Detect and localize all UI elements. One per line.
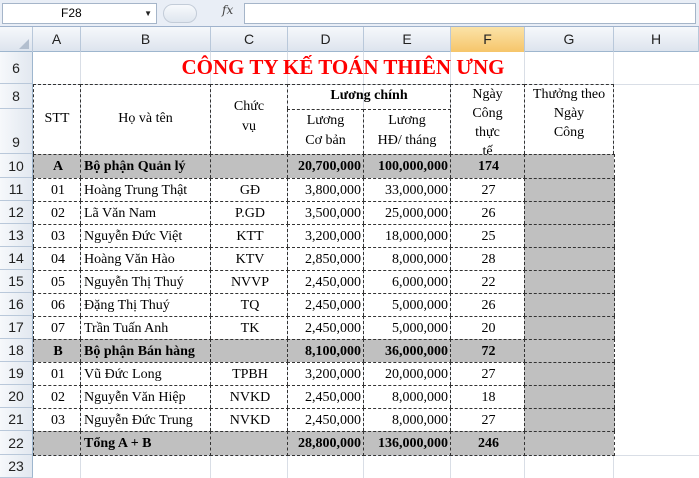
header-position-line1: Chức — [233, 99, 265, 114]
cell-stt-text: 02 — [51, 206, 65, 221]
cell-contract-text: 8,000,000 — [392, 390, 448, 405]
row-header-11[interactable]: 11 — [0, 178, 33, 201]
cell-name[interactable] — [80, 316, 212, 339]
cell-contract[interactable] — [363, 178, 452, 201]
cell-pos-text: TK — [240, 321, 260, 336]
cell-stt-text: 05 — [51, 275, 65, 290]
cell-base[interactable] — [287, 270, 365, 293]
cell-base[interactable] — [287, 431, 365, 456]
cell-base-text: 2,450,000 — [305, 390, 361, 405]
cell-name-text: Nguyễn Thị Thuý — [84, 275, 184, 290]
select-all-corner[interactable] — [0, 27, 33, 52]
cell-days-text: 26 — [481, 298, 496, 313]
cell-bonus[interactable] — [524, 362, 615, 385]
cell-days-text: 174 — [478, 159, 499, 174]
table-row — [33, 362, 614, 385]
cell-stt[interactable] — [33, 362, 82, 385]
cell-stt[interactable] — [33, 316, 82, 339]
table-row — [33, 224, 614, 247]
cell-base-text: 3,200,000 — [305, 229, 361, 244]
cell-base[interactable] — [287, 293, 365, 316]
cell-days-text: 27 — [481, 367, 496, 382]
cell-name-text: Lã Văn Nam — [84, 206, 157, 221]
cell-pos[interactable] — [210, 154, 289, 178]
table-group-row — [33, 431, 614, 455]
cell-pos-text: NVKD — [229, 413, 271, 428]
cell-stt[interactable] — [33, 385, 82, 408]
cell-contract[interactable] — [363, 408, 452, 431]
cell-name-text: Đặng Thị Thuý — [84, 298, 170, 313]
worksheet-grid[interactable] — [33, 52, 699, 478]
cell-base[interactable] — [287, 408, 365, 431]
cell-days[interactable] — [450, 201, 526, 224]
cell-name-text: Bộ phận Quản lý — [84, 159, 186, 174]
cell-pos-text: KTV — [235, 252, 265, 267]
name-box[interactable] — [2, 3, 157, 24]
cell-contract-text: 25,000,000 — [385, 206, 448, 221]
cell-stt[interactable] — [33, 293, 82, 316]
cell-days[interactable] — [450, 362, 526, 385]
cell-name[interactable] — [80, 201, 212, 224]
header-stt: STT — [44, 111, 70, 126]
table-row — [33, 178, 614, 201]
row-header-6[interactable]: 6 — [0, 52, 33, 84]
cell-pos[interactable] — [210, 316, 289, 339]
column-header-h[interactable]: H — [614, 27, 699, 52]
column-header-g[interactable]: G — [525, 27, 614, 52]
table-row — [33, 201, 614, 224]
cell-contract-text: 36,000,000 — [385, 344, 448, 359]
cell-base[interactable] — [287, 385, 365, 408]
cell-name-text: Trần Tuấn Anh — [84, 321, 169, 336]
cell-name[interactable] — [80, 293, 212, 316]
row-header-21[interactable]: 21 — [0, 408, 33, 431]
salary-table — [33, 84, 614, 455]
cell-pos[interactable] — [210, 178, 289, 201]
cell-days[interactable] — [450, 224, 526, 247]
cell-days-text: 28 — [481, 252, 496, 267]
row-header-19[interactable]: 19 — [0, 362, 33, 385]
cell-name-text: Bộ phận Bán hàng — [84, 344, 195, 359]
cell-contract[interactable] — [363, 385, 452, 408]
name-box-value: F28 — [61, 6, 82, 20]
cell-stt[interactable] — [33, 154, 82, 178]
cell-bonus[interactable] — [524, 178, 615, 201]
cell-base-text: 8,100,000 — [305, 344, 361, 359]
cell-base-text: 2,450,000 — [305, 298, 361, 313]
cell-base-text: 3,500,000 — [305, 206, 361, 221]
cell-contract-text: 18,000,000 — [385, 229, 448, 244]
cell-base[interactable] — [287, 201, 365, 224]
cell-stt-text: 06 — [51, 298, 65, 313]
cell-contract[interactable] — [363, 293, 452, 316]
cell-contract-text: 20,000,000 — [385, 367, 448, 382]
cell-stt-text: 01 — [51, 183, 65, 198]
cell-contract-text: 100,000,000 — [378, 159, 448, 174]
cell-contract[interactable] — [363, 339, 452, 362]
cell-base[interactable] — [287, 247, 365, 270]
table-group-row — [33, 339, 614, 362]
cell-contract-text: 8,000,000 — [392, 252, 448, 267]
cell-days-text: 72 — [481, 344, 496, 359]
cell-name[interactable] — [80, 408, 212, 431]
cell-contract-text: 33,000,000 — [385, 183, 448, 198]
header-days-line3: thực — [475, 125, 500, 140]
column-header — [0, 27, 699, 52]
row-header-22[interactable]: 22 — [0, 431, 33, 455]
cell-stt-text: 03 — [51, 229, 65, 244]
row-header-13[interactable]: 13 — [0, 224, 33, 247]
cell-bonus[interactable] — [524, 224, 615, 247]
cell-base[interactable] — [287, 178, 365, 201]
cell-stt-text: 02 — [51, 390, 65, 405]
header-days-line4: tế — [482, 144, 493, 154]
cell-base-text: 3,200,000 — [305, 367, 361, 382]
table-group-row — [33, 154, 614, 178]
cell-name-text: Nguyễn Đức Việt — [84, 229, 183, 244]
cell-base-text: 3,800,000 — [305, 183, 361, 198]
cell-name-text: Vũ Đức Long — [84, 367, 162, 382]
cell-name[interactable] — [80, 431, 212, 456]
cell-base[interactable] — [287, 362, 365, 385]
row-header-8[interactable]: 8 — [0, 84, 33, 109]
row-header-10[interactable]: 10 — [0, 154, 33, 178]
cell-bonus[interactable] — [524, 385, 615, 408]
cell-pos[interactable] — [210, 293, 289, 316]
formula-expand-handle[interactable] — [163, 4, 197, 23]
cell-pos-text: KTT — [236, 229, 264, 244]
row-header-9[interactable]: 9 — [0, 109, 33, 154]
header-contract-line1: Lương — [388, 113, 426, 128]
cell-name[interactable] — [80, 362, 212, 385]
cell-contract[interactable] — [363, 154, 452, 178]
cell-stt-text: A — [52, 159, 64, 174]
column-header-f[interactable]: F — [451, 27, 525, 52]
cell-contract-text: 5,000,000 — [392, 321, 448, 336]
cell-days-text: 20 — [481, 321, 496, 336]
cell-bonus[interactable] — [524, 154, 615, 178]
cell-name-text: Tổng A + B — [84, 436, 152, 451]
cell-contract-text: 6,000,000 — [392, 275, 448, 290]
cell-pos-text: TQ — [240, 298, 260, 313]
cell-contract[interactable] — [363, 201, 452, 224]
cell-pos[interactable] — [210, 408, 289, 431]
header-salary-group: Lương chính — [330, 88, 408, 103]
cell-days-text: 25 — [481, 229, 496, 244]
cell-bonus[interactable] — [524, 247, 615, 270]
cell-contract[interactable] — [363, 316, 452, 339]
cell-bonus[interactable] — [524, 270, 615, 293]
cell-base[interactable] — [287, 224, 365, 247]
cell-stt[interactable] — [33, 178, 82, 201]
row-header-17[interactable]: 17 — [0, 316, 33, 339]
cell-pos-text: NVKD — [229, 390, 271, 405]
header-position-line2: vụ — [242, 119, 256, 134]
cell-stt-text: B — [53, 344, 63, 359]
cell-days-text: 22 — [481, 275, 496, 290]
header-bonus-line2: Ngày — [553, 106, 585, 121]
data-rows — [33, 154, 614, 455]
cell-pos[interactable] — [210, 339, 289, 362]
cell-pos[interactable] — [210, 224, 289, 247]
cell-name[interactable] — [80, 247, 212, 270]
header-name: Họ và tên — [118, 111, 173, 126]
cell-days-text: 246 — [478, 436, 499, 451]
table-row — [33, 293, 614, 316]
chevron-down-icon[interactable]: ▼ — [144, 9, 152, 18]
formula-bar — [0, 0, 699, 27]
row-header-15[interactable]: 15 — [0, 270, 33, 293]
cell-bonus[interactable] — [524, 339, 615, 362]
cell-contract-text: 8,000,000 — [392, 413, 448, 428]
cell-stt-text: 03 — [51, 413, 65, 428]
cell-base[interactable] — [287, 339, 365, 362]
table-row — [33, 408, 614, 431]
cell-days[interactable] — [450, 154, 526, 178]
cell-pos-text: TPBH — [232, 367, 268, 382]
cell-days-text: 27 — [481, 183, 496, 198]
cell-stt[interactable] — [33, 201, 82, 224]
table-row — [33, 385, 614, 408]
cell-days-text: 18 — [481, 390, 496, 405]
cell-bonus[interactable] — [524, 431, 615, 456]
cell-days[interactable] — [450, 339, 526, 362]
formula-input[interactable] — [244, 3, 696, 24]
cell-days-text: 27 — [481, 413, 496, 428]
cell-base-text: 28,800,000 — [298, 436, 361, 451]
column-header-a[interactable]: A — [33, 27, 81, 52]
column-header-d[interactable]: D — [288, 27, 364, 52]
header-base-line2: Cơ bản — [305, 133, 346, 148]
cell-stt[interactable] — [33, 224, 82, 247]
fx-icon[interactable]: fx — [222, 3, 234, 17]
cell-contract[interactable] — [363, 431, 452, 456]
cell-pos[interactable] — [210, 201, 289, 224]
row-header-20[interactable]: 20 — [0, 385, 33, 408]
cell-days-text: 26 — [481, 206, 496, 221]
cell-pos[interactable] — [210, 247, 289, 270]
cell-contract[interactable] — [363, 224, 452, 247]
cell-base-text: 2,450,000 — [305, 413, 361, 428]
cell-base-text: 2,450,000 — [305, 275, 361, 290]
table-row — [33, 316, 614, 339]
cell-bonus[interactable] — [524, 293, 615, 316]
cell-days[interactable] — [450, 316, 526, 339]
cell-contract[interactable] — [363, 270, 452, 293]
cell-pos[interactable] — [210, 362, 289, 385]
cell-name-text: Hoàng Văn Hào — [84, 252, 175, 267]
cell-name[interactable] — [80, 178, 212, 201]
cell-contract[interactable] — [363, 362, 452, 385]
row-header-18[interactable]: 18 — [0, 339, 33, 362]
table-row — [33, 247, 614, 270]
row-header-23[interactable]: 23 — [0, 455, 33, 478]
cell-contract-text: 136,000,000 — [378, 436, 448, 451]
column-header-b[interactable]: B — [81, 27, 211, 52]
cell-name-text: Nguyễn Đức Trung — [84, 413, 193, 428]
cell-base-text: 2,450,000 — [305, 321, 361, 336]
cell-stt[interactable] — [33, 247, 82, 270]
cell-days[interactable] — [450, 247, 526, 270]
cell-pos-text: P.GD — [235, 206, 265, 221]
cell-stt-text: 01 — [51, 367, 65, 382]
row-header-16[interactable]: 16 — [0, 293, 33, 316]
cell-base-text: 20,700,000 — [298, 159, 361, 174]
company-title: CÔNG TY KẾ TOÁN THIÊN ƯNG — [181, 55, 505, 79]
cell-stt[interactable] — [33, 339, 82, 362]
cell-bonus[interactable] — [524, 408, 615, 431]
cell-name[interactable] — [80, 339, 212, 362]
cell-days[interactable] — [450, 431, 526, 456]
header-base-line1: Lương — [306, 113, 345, 128]
cell-pos[interactable] — [210, 431, 289, 456]
cell-stt[interactable] — [33, 270, 82, 293]
header-contract-line2: HĐ/ tháng — [377, 133, 437, 148]
cell-name[interactable] — [80, 154, 212, 178]
cell-bonus[interactable] — [524, 316, 615, 339]
cell-contract[interactable] — [363, 247, 452, 270]
header-bonus-line1: Thưởng theo — [532, 87, 606, 102]
cell-days[interactable] — [450, 293, 526, 316]
cell-pos[interactable] — [210, 270, 289, 293]
table-row — [33, 270, 614, 293]
column-header-c[interactable]: C — [211, 27, 288, 52]
header-bonus-line3: Công — [553, 125, 585, 140]
cell-name-text: Nguyễn Văn Hiệp — [84, 390, 186, 405]
cell-days[interactable] — [450, 270, 526, 293]
row-header-12[interactable]: 12 — [0, 201, 33, 224]
cell-stt[interactable] — [33, 431, 82, 456]
cell-base[interactable] — [287, 154, 365, 178]
cell-contract-text: 5,000,000 — [392, 298, 448, 313]
cell-days[interactable] — [450, 408, 526, 431]
cell-name[interactable] — [80, 270, 212, 293]
cell-base[interactable] — [287, 316, 365, 339]
cell-days[interactable] — [450, 178, 526, 201]
cell-stt[interactable] — [33, 408, 82, 431]
cell-pos-text: NVVP — [230, 275, 270, 290]
cell-name[interactable] — [80, 224, 212, 247]
cell-name-text: Hoàng Trung Thật — [84, 183, 188, 198]
cell-stt-text: 04 — [51, 252, 65, 267]
cell-days[interactable] — [450, 385, 526, 408]
cell-base-text: 2,850,000 — [305, 252, 361, 267]
header-days-line2: Công — [472, 106, 503, 121]
cell-stt-text: 07 — [51, 321, 65, 336]
row-header-14[interactable]: 14 — [0, 247, 33, 270]
header-days-line1: Ngày — [472, 87, 503, 102]
cell-bonus[interactable] — [524, 201, 615, 224]
cell-pos[interactable] — [210, 385, 289, 408]
cell-pos-text: GĐ — [239, 183, 261, 198]
column-header-e[interactable]: E — [364, 27, 451, 52]
cell-name[interactable] — [80, 385, 212, 408]
